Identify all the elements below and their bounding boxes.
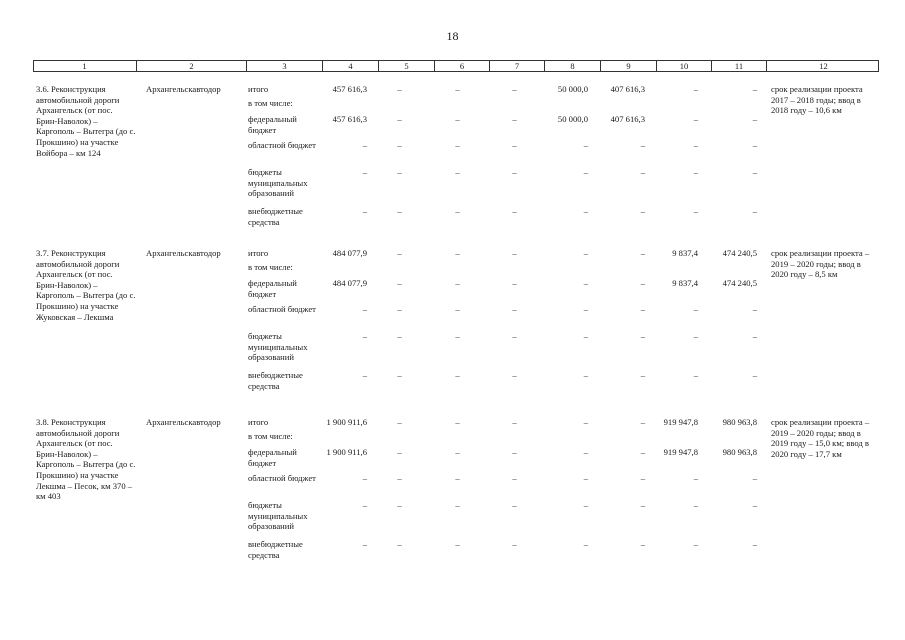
value-regional-c8: – (583, 304, 588, 314)
value-federal-c4: 484 077,9 (332, 278, 367, 288)
value-total-c7: – (512, 248, 517, 258)
value-extra-c8: – (583, 206, 588, 216)
value-municipal-c6: – (455, 331, 460, 341)
value-total-c9: – (640, 417, 645, 427)
value-federal-c7: – (512, 278, 517, 288)
value-total-c11: – (752, 84, 757, 94)
value-regional-c10: – (693, 140, 698, 150)
header-col-8: 8 (544, 61, 600, 71)
value-municipal-c5: – (397, 167, 402, 177)
value-federal-c11: 474 240,5 (722, 278, 757, 288)
value-total-c5: – (397, 84, 402, 94)
value-municipal-c4: – (362, 167, 367, 177)
value-total-c9: – (640, 248, 645, 258)
value-federal-c9: – (640, 447, 645, 457)
value-total-c11: 474 240,5 (722, 248, 757, 258)
value-municipal-c9: – (640, 167, 645, 177)
value-total-c7: – (512, 84, 517, 94)
value-municipal-c11: – (752, 167, 757, 177)
value-extra-c6: – (455, 206, 460, 216)
value-extra-c11: – (752, 206, 757, 216)
value-regional-c11: – (752, 304, 757, 314)
value-regional-c6: – (455, 140, 460, 150)
funding-source-regional: областной бюджет (248, 473, 316, 483)
project-name: 3.6. Реконструкция автомобильной дороги Архангельск (от пос. Брин-Наволок) – Каргополь – Вытегра (до с. Прокшино) на участке Войбора – км 124 (36, 84, 136, 158)
value-extra-c5: – (397, 206, 402, 216)
value-municipal-c11: – (752, 500, 757, 510)
value-extra-c4: – (362, 206, 367, 216)
value-total-c4: 457 616,3 (332, 84, 367, 94)
value-municipal-c7: – (512, 167, 517, 177)
value-regional-c9: – (640, 473, 645, 483)
value-regional-c7: – (512, 473, 517, 483)
value-extra-c4: – (362, 370, 367, 380)
value-extra-c10: – (693, 539, 698, 549)
header-col-4: 4 (322, 61, 378, 71)
value-extra-c7: – (512, 206, 517, 216)
value-regional-c5: – (397, 304, 402, 314)
value-total-c4: 1 900 911,6 (326, 417, 367, 427)
value-federal-c10: 9 837,4 (672, 278, 698, 288)
value-total-c10: – (693, 84, 698, 94)
project-name: 3.8. Реконструкция автомобильной дороги Архангельск (от пос. Брин-Наволок) – Каргополь – Вытегра (до с. Прокшино) на участке Лекшма – Песок, км 370 – км 403 (36, 417, 136, 502)
header-col-9: 9 (600, 61, 656, 71)
value-municipal-c6: – (455, 500, 460, 510)
value-regional-c11: – (752, 140, 757, 150)
funding-source-incl: в том числе: (248, 262, 293, 272)
header-col-2: 2 (136, 61, 246, 71)
value-extra-c11: – (752, 539, 757, 549)
responsible-org: Архангельскавтодор (146, 417, 221, 427)
value-federal-c6: – (455, 114, 460, 124)
value-municipal-c9: – (640, 500, 645, 510)
value-federal-c6: – (455, 447, 460, 457)
value-total-c6: – (455, 248, 460, 258)
header-col-6: 6 (434, 61, 489, 71)
value-federal-c4: 1 900 911,6 (326, 447, 367, 457)
value-federal-c8: – (583, 447, 588, 457)
value-regional-c4: – (362, 304, 367, 314)
header-col-11: 11 (711, 61, 766, 71)
funding-source-municipal: бюджеты муниципальных образований (248, 500, 308, 532)
value-regional-c9: – (640, 140, 645, 150)
value-municipal-c5: – (397, 500, 402, 510)
header-col-5: 5 (378, 61, 434, 71)
value-regional-c4: – (362, 473, 367, 483)
project-note: срок реализации проекта 2017 – 2018 годы; ввод в 2018 году – 10,6 км (771, 84, 863, 116)
value-regional-c6: – (455, 304, 460, 314)
value-total-c6: – (455, 84, 460, 94)
value-federal-c11: 980 963,8 (722, 447, 757, 457)
value-federal-c5: – (397, 278, 402, 288)
responsible-org: Архангельскавтодор (146, 84, 221, 94)
value-total-c6: – (455, 417, 460, 427)
value-federal-c7: – (512, 114, 517, 124)
value-extra-c5: – (397, 370, 402, 380)
value-municipal-c4: – (362, 500, 367, 510)
value-total-c9: 407 616,3 (610, 84, 645, 94)
value-federal-c7: – (512, 447, 517, 457)
funding-source-regional: областной бюджет (248, 304, 316, 314)
value-regional-c7: – (512, 304, 517, 314)
value-total-c10: 9 837,4 (672, 248, 698, 258)
value-federal-c8: 50 000,0 (557, 114, 588, 124)
value-regional-c11: – (752, 473, 757, 483)
value-federal-c5: – (397, 114, 402, 124)
value-extra-c8: – (583, 370, 588, 380)
funding-source-incl: в том числе: (248, 431, 293, 441)
value-regional-c7: – (512, 140, 517, 150)
value-total-c8: – (583, 248, 588, 258)
header-col-10: 10 (656, 61, 711, 71)
funding-source-total: итого (248, 417, 269, 427)
value-municipal-c5: – (397, 331, 402, 341)
value-total-c8: 50 000,0 (557, 84, 588, 94)
value-municipal-c4: – (362, 331, 367, 341)
project-note: срок реализации проекта – 2019 – 2020 годы; ввод в 2020 году – 8,5 км (771, 248, 870, 280)
value-extra-c9: – (640, 539, 645, 549)
value-extra-c7: – (512, 539, 517, 549)
funding-source-federal: федеральный бюджет (248, 114, 297, 135)
funding-source-municipal: бюджеты муниципальных образований (248, 331, 308, 363)
value-extra-c9: – (640, 206, 645, 216)
funding-source-total: итого (248, 84, 269, 94)
value-federal-c6: – (455, 278, 460, 288)
table-header-row (33, 60, 879, 72)
value-extra-c6: – (455, 539, 460, 549)
value-extra-c7: – (512, 370, 517, 380)
responsible-org: Архангельскавтодор (146, 248, 221, 258)
value-regional-c9: – (640, 304, 645, 314)
value-regional-c4: – (362, 140, 367, 150)
value-total-c11: 980 963,8 (722, 417, 757, 427)
value-regional-c5: – (397, 140, 402, 150)
project-note: срок реализации проекта – 2019 – 2020 годы; ввод в 2019 году – 15,0 км; ввод в 2020 году – 17,7 км (771, 417, 870, 459)
value-municipal-c10: – (693, 500, 698, 510)
funding-source-extra: внебюджетные средства (248, 539, 303, 560)
value-federal-c9: 407 616,3 (610, 114, 645, 124)
value-extra-c10: – (693, 206, 698, 216)
header-col-7: 7 (489, 61, 544, 71)
value-municipal-c6: – (455, 167, 460, 177)
value-regional-c10: – (693, 473, 698, 483)
value-federal-c9: – (640, 278, 645, 288)
value-total-c4: 484 077,9 (332, 248, 367, 258)
value-municipal-c8: – (583, 500, 588, 510)
header-col-12: 12 (766, 61, 880, 71)
value-regional-c10: – (693, 304, 698, 314)
value-federal-c10: 919 947,8 (663, 447, 698, 457)
value-municipal-c10: – (693, 331, 698, 341)
value-regional-c5: – (397, 473, 402, 483)
funding-source-federal: федеральный бюджет (248, 447, 297, 468)
page-number: 18 (446, 29, 459, 43)
value-federal-c11: – (752, 114, 757, 124)
value-extra-c10: – (693, 370, 698, 380)
funding-source-extra: внебюджетные средства (248, 370, 303, 391)
value-municipal-c10: – (693, 167, 698, 177)
value-total-c5: – (397, 417, 402, 427)
value-regional-c8: – (583, 473, 588, 483)
value-regional-c6: – (455, 473, 460, 483)
funding-source-regional: областной бюджет (248, 140, 316, 150)
value-extra-c6: – (455, 370, 460, 380)
project-name: 3.7. Реконструкция автомобильной дороги Архангельск (от пос. Брин-Наволок) – Каргополь – Вытегра (до с. Прокшино) на участке Жуковская – Лекшма (36, 248, 136, 322)
header-col-1: 1 (82, 61, 87, 71)
value-municipal-c9: – (640, 331, 645, 341)
value-extra-c8: – (583, 539, 588, 549)
value-extra-c5: – (397, 539, 402, 549)
funding-source-total: итого (248, 248, 269, 258)
value-extra-c9: – (640, 370, 645, 380)
value-municipal-c8: – (583, 331, 588, 341)
funding-source-incl: в том числе: (248, 98, 293, 108)
value-federal-c8: – (583, 278, 588, 288)
value-municipal-c11: – (752, 331, 757, 341)
funding-source-federal: федеральный бюджет (248, 278, 297, 299)
value-municipal-c7: – (512, 500, 517, 510)
value-federal-c10: – (693, 114, 698, 124)
value-total-c10: 919 947,8 (663, 417, 698, 427)
value-extra-c11: – (752, 370, 757, 380)
value-federal-c4: 457 616,3 (332, 114, 367, 124)
value-extra-c4: – (362, 539, 367, 549)
value-regional-c8: – (583, 140, 588, 150)
value-total-c8: – (583, 417, 588, 427)
value-municipal-c7: – (512, 331, 517, 341)
funding-source-extra: внебюджетные средства (248, 206, 303, 227)
value-municipal-c8: – (583, 167, 588, 177)
header-col-3: 3 (246, 61, 322, 71)
value-total-c5: – (397, 248, 402, 258)
value-federal-c5: – (397, 447, 402, 457)
funding-source-municipal: бюджеты муниципальных образований (248, 167, 308, 199)
value-total-c7: – (512, 417, 517, 427)
